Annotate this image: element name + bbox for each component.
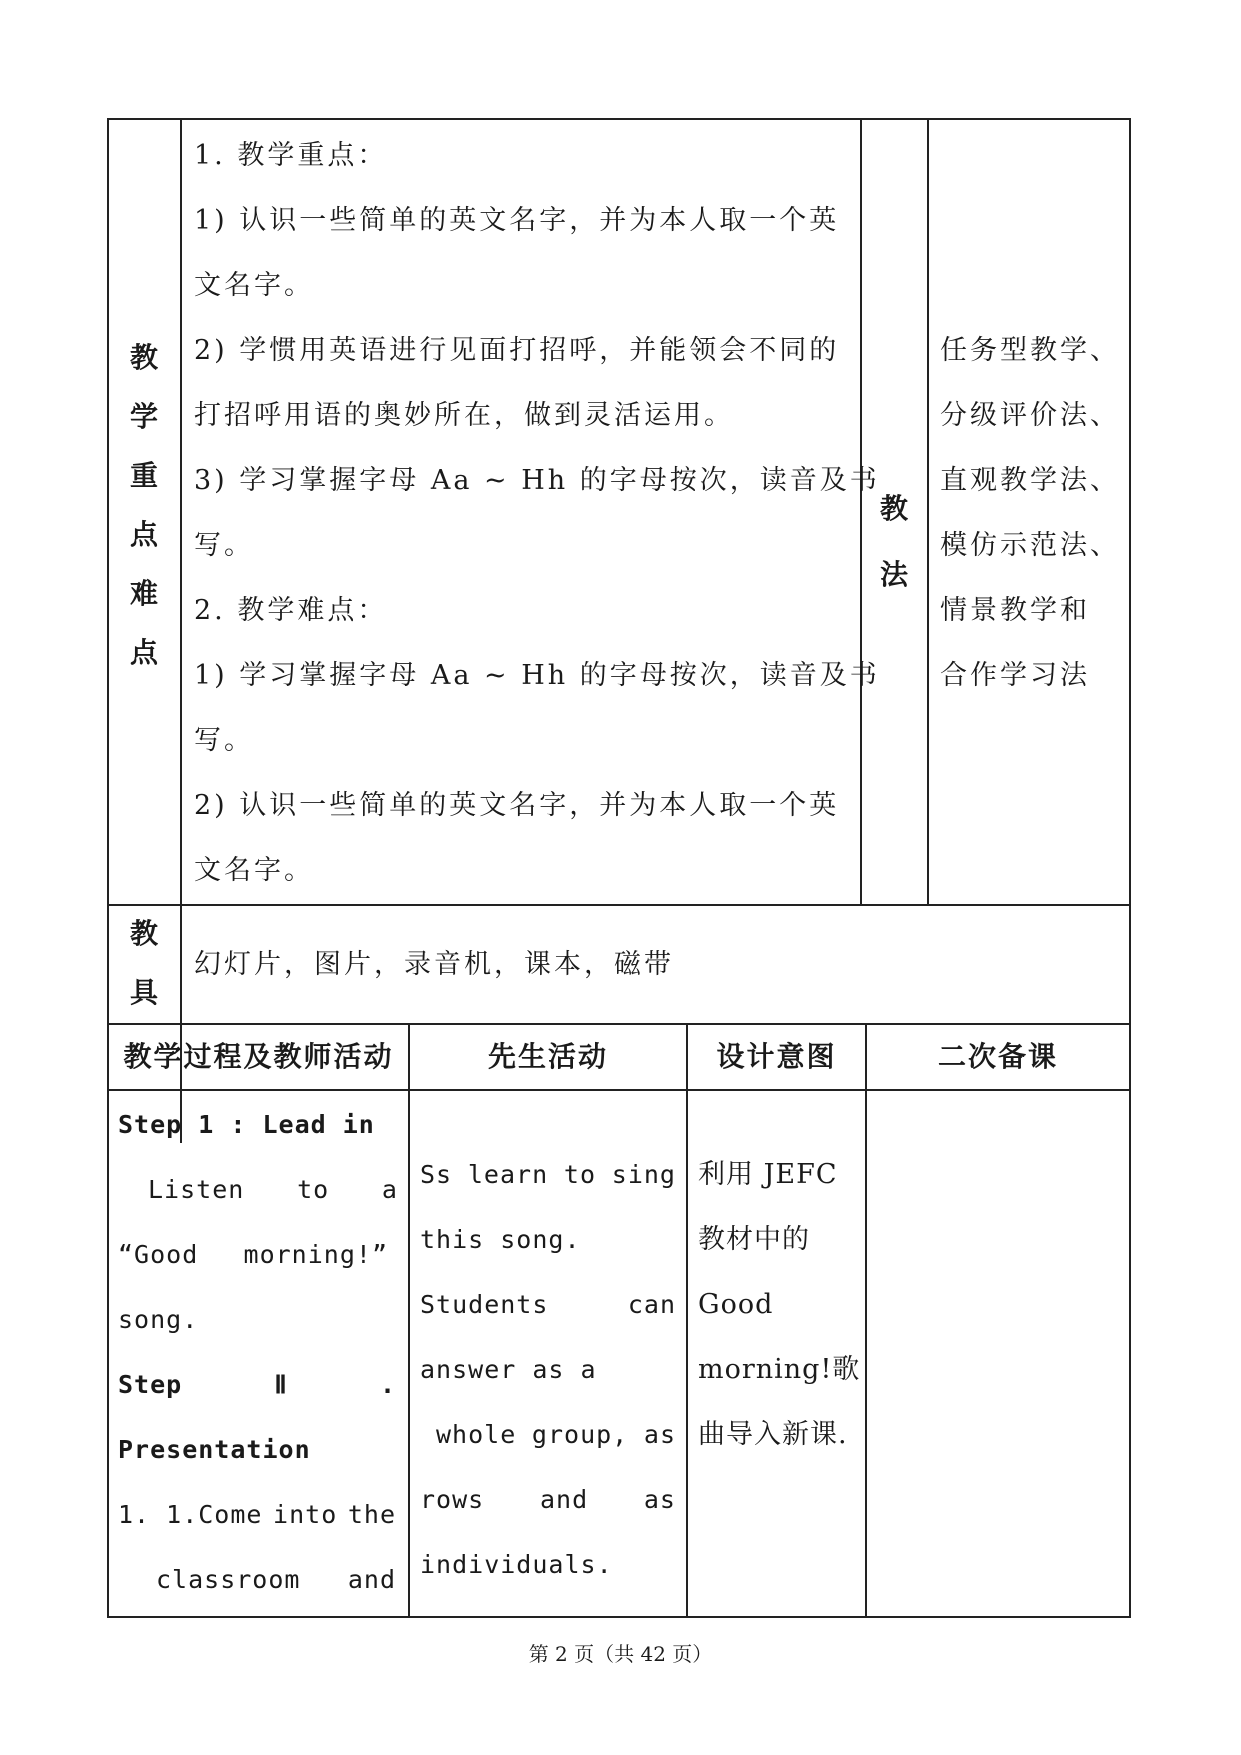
table-border [107, 1616, 1131, 1618]
content-line: 文名字。 [194, 270, 314, 301]
header-student-activity: 先生活动 [487, 1040, 608, 1073]
content-line: song. [118, 1305, 199, 1334]
table-border [107, 904, 1131, 906]
content-line: whole group, as [436, 1420, 676, 1449]
content-line: 3) 学习掌握字母 Aa ~ Hh 的字母按次，读音及书 [194, 465, 880, 496]
content-line: 2. 教学难点： [194, 595, 388, 626]
content-line: classroom and [156, 1565, 396, 1594]
content-line: “Good morning!” [118, 1240, 388, 1269]
step-1-heading: Step 1 : Lead in [118, 1110, 375, 1139]
table-border [408, 1023, 410, 1618]
content-line: 打招呼用语的奥妙所在，做到灵活运用。 [194, 400, 734, 431]
key-points-label: 教 学 重 点 难 点 [129, 341, 158, 669]
teaching-aids-content: 幻灯片，图片，录音机，课本，磁带 [194, 949, 674, 980]
content-line: 写。 [194, 725, 254, 756]
content-line: this song. [420, 1225, 581, 1254]
method-line: 合作学习法 [940, 660, 1090, 691]
presentation-heading: Presentation [118, 1435, 311, 1464]
teaching-aids-label: 教 具 [129, 917, 158, 1009]
table-border [927, 118, 929, 905]
content-line: Good [698, 1289, 774, 1320]
content-line: 1. 1.Come into the [118, 1500, 396, 1529]
content-line: 曲导入新课. [698, 1419, 848, 1450]
table-border [686, 1023, 688, 1618]
content-line: 利用 JEFC [698, 1159, 838, 1190]
page-number: 第 2 页（共 42 页） [528, 1642, 713, 1666]
step-2-heading: Step Ⅱ . [118, 1370, 396, 1399]
content-line: Ss learn to sing [420, 1160, 676, 1189]
content-line: individuals. [420, 1550, 613, 1579]
content-line: 2) 认识一些简单的英文名字，并为本人取一个英 [194, 790, 840, 821]
content-line: Students can [420, 1290, 676, 1319]
content-line: Listen to a [148, 1175, 398, 1204]
method-line: 直观教学法、 [940, 465, 1120, 496]
content-line: morning!歌 [698, 1354, 861, 1385]
table-border [107, 118, 109, 1618]
table-border [865, 1023, 867, 1618]
content-line: 写。 [194, 530, 254, 561]
header-design-intent: 设计意图 [716, 1040, 837, 1073]
method-label: 教 法 [879, 492, 908, 591]
header-teacher-activity: 教学过程及教师活动 [123, 1040, 394, 1073]
table-border [180, 118, 182, 1143]
table-border [1129, 118, 1131, 1618]
table-border [107, 118, 1131, 120]
content-line: 1) 认识一些简单的英文名字，并为本人取一个英 [194, 205, 840, 236]
content-line: rows and as [420, 1485, 676, 1514]
method-line: 任务型教学、 [940, 335, 1120, 366]
content-line: 文名字。 [194, 855, 314, 886]
content-line: 2) 学惯用英语进行见面打招呼，并能领会不同的 [194, 335, 840, 366]
method-line: 分级评价法、 [940, 400, 1120, 431]
method-line: 情景教学和 [940, 595, 1090, 626]
content-line: answer as a [420, 1355, 597, 1384]
header-second-prep: 二次备课 [937, 1040, 1058, 1073]
content-line: 教材中的 [698, 1224, 810, 1255]
content-line: 1) 学习掌握字母 Aa ~ Hh 的字母按次，读音及书 [194, 660, 880, 691]
method-line: 模仿示范法、 [940, 530, 1120, 561]
content-line: 1. 教学重点： [194, 140, 388, 171]
